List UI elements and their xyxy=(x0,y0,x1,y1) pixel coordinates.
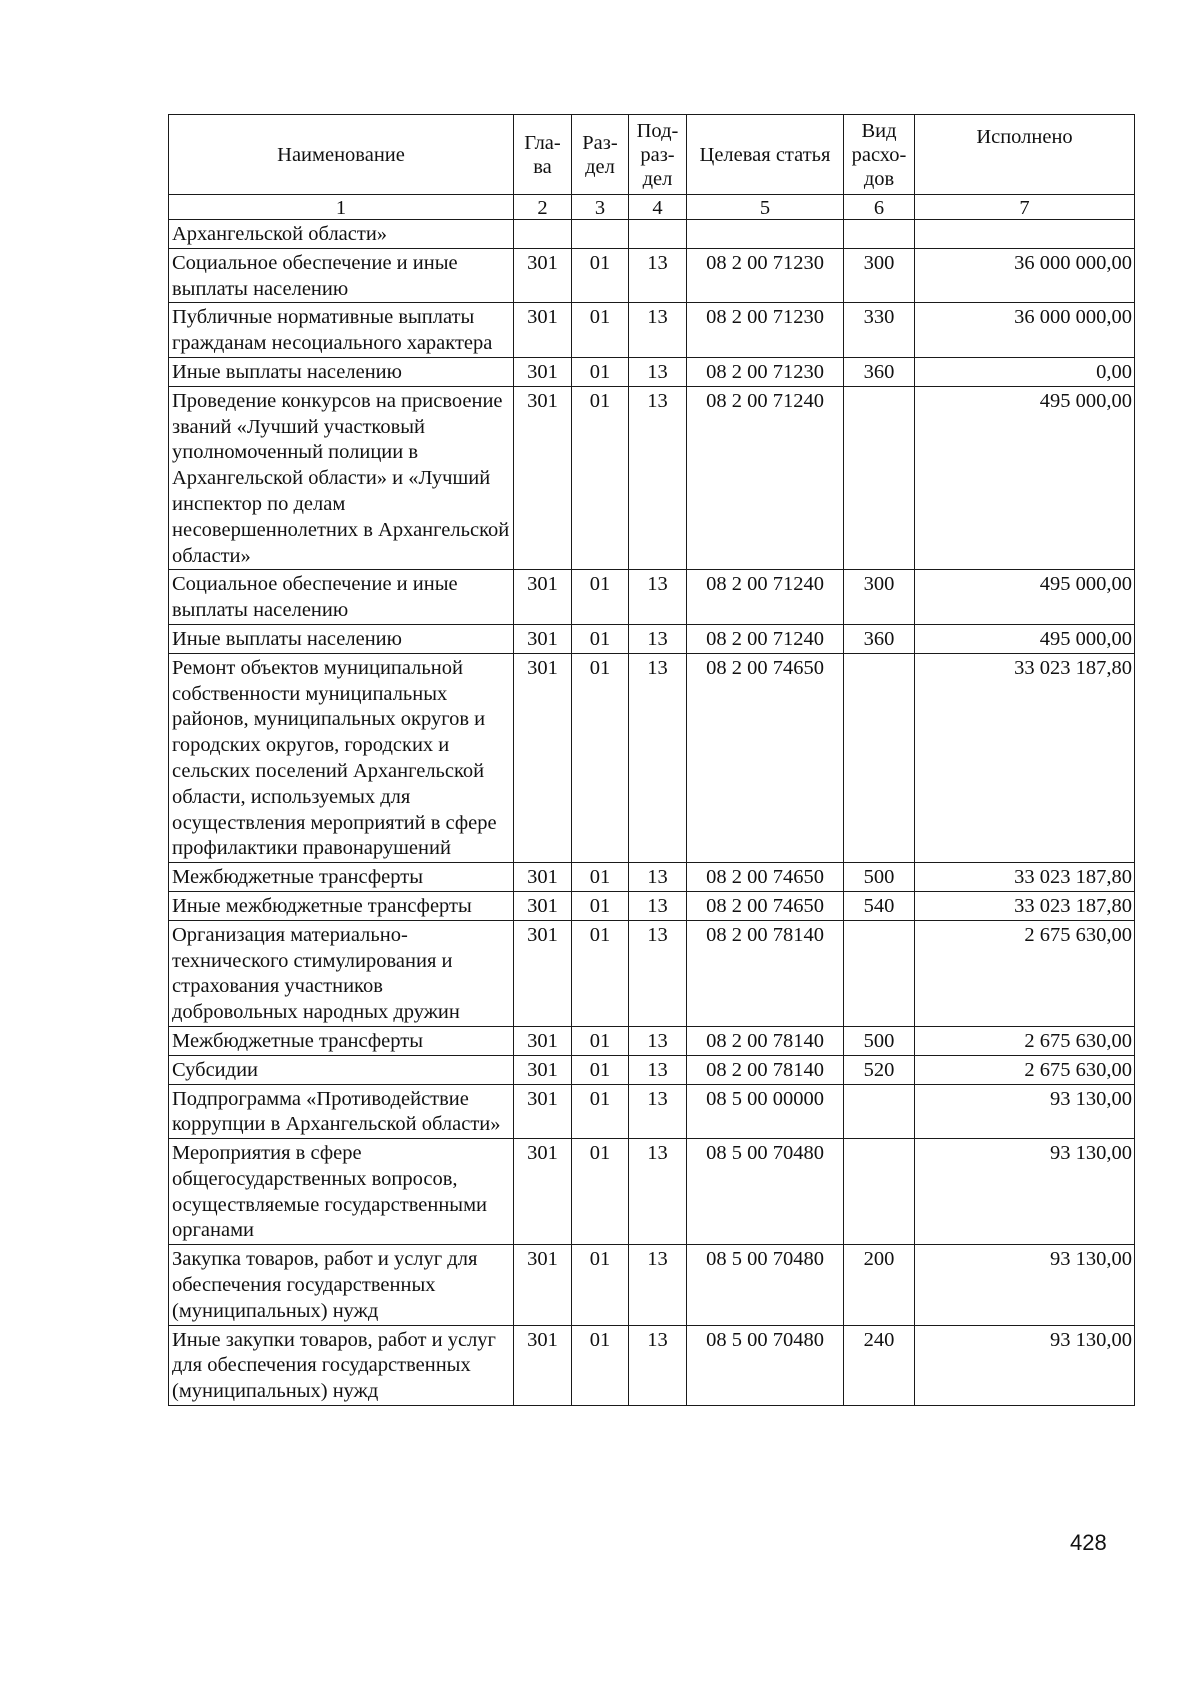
row-vid-raskhodov-cell: 360 xyxy=(844,624,915,653)
budget-execution-table xyxy=(168,114,1135,1406)
row-vid-raskhodov-cell: 300 xyxy=(844,248,915,303)
row-glava-cell: 301 xyxy=(514,303,572,358)
header-glava: Гла- ва xyxy=(514,115,572,195)
table-row xyxy=(169,1325,1135,1405)
row-vid-raskhodov-cell: 240 xyxy=(844,1325,915,1405)
table-row xyxy=(169,220,1135,249)
row-ispolneno-cell: 2 675 630,00 xyxy=(915,1026,1135,1055)
row-podrazdel-cell: 13 xyxy=(629,1055,687,1084)
row-glava-cell: 301 xyxy=(514,570,572,625)
row-vid-raskhodov-cell xyxy=(844,920,915,1026)
row-vid-raskhodov-cell xyxy=(844,386,915,570)
row-podrazdel-cell xyxy=(629,220,687,249)
row-podrazdel-cell: 13 xyxy=(629,570,687,625)
table-row xyxy=(169,863,1135,892)
row-podrazdel-cell: 13 xyxy=(629,920,687,1026)
row-tselevaya-statya-cell: 08 2 00 71230 xyxy=(687,248,844,303)
row-name-cell: Проведение конкурсов на присвоение званий «Лучший участковый уполномоченный полиции в Архангельской области» и «Лучший инспектор по делам несовершеннолетних в Архангельской области» xyxy=(169,386,514,570)
row-podrazdel-cell: 13 xyxy=(629,303,687,358)
row-razdel-cell: 01 xyxy=(572,624,629,653)
row-vid-raskhodov-cell: 520 xyxy=(844,1055,915,1084)
row-glava-cell: 301 xyxy=(514,891,572,920)
row-vid-raskhodov-cell: 300 xyxy=(844,570,915,625)
row-tselevaya-statya-cell: 08 5 00 70480 xyxy=(687,1245,844,1325)
row-vid-raskhodov-cell xyxy=(844,1139,915,1245)
row-tselevaya-statya-cell: 08 2 00 71240 xyxy=(687,570,844,625)
header-tselevaya-statya: Целевая статья xyxy=(687,115,844,195)
table-row xyxy=(169,920,1135,1026)
row-name-cell: Межбюджетные трансферты xyxy=(169,1026,514,1055)
row-ispolneno-cell xyxy=(915,220,1135,249)
table-body xyxy=(169,220,1135,1406)
table-row xyxy=(169,570,1135,625)
row-tselevaya-statya-cell: 08 2 00 74650 xyxy=(687,653,844,862)
column-number: 4 xyxy=(629,195,687,220)
row-tselevaya-statya-cell: 08 5 00 70480 xyxy=(687,1325,844,1405)
row-razdel-cell: 01 xyxy=(572,653,629,862)
row-glava-cell: 301 xyxy=(514,1245,572,1325)
row-ispolneno-cell: 93 130,00 xyxy=(915,1084,1135,1139)
row-glava-cell: 301 xyxy=(514,920,572,1026)
row-vid-raskhodov-cell: 540 xyxy=(844,891,915,920)
table-row xyxy=(169,1139,1135,1245)
row-razdel-cell: 01 xyxy=(572,1055,629,1084)
row-tselevaya-statya-cell: 08 2 00 71240 xyxy=(687,386,844,570)
row-tselevaya-statya-cell xyxy=(687,220,844,249)
row-podrazdel-cell: 13 xyxy=(629,891,687,920)
table-row xyxy=(169,1084,1135,1139)
row-glava-cell: 301 xyxy=(514,248,572,303)
row-razdel-cell: 01 xyxy=(572,1325,629,1405)
row-vid-raskhodov-cell: 200 xyxy=(844,1245,915,1325)
row-name-cell: Организация материально-технического стимулирования и страхования участников добровольных народных дружин xyxy=(169,920,514,1026)
row-ispolneno-cell: 93 130,00 xyxy=(915,1325,1135,1405)
table-row xyxy=(169,653,1135,862)
table-row xyxy=(169,248,1135,303)
row-podrazdel-cell: 13 xyxy=(629,1084,687,1139)
row-tselevaya-statya-cell: 08 2 00 71230 xyxy=(687,357,844,386)
row-name-cell: Субсидии xyxy=(169,1055,514,1084)
row-glava-cell: 301 xyxy=(514,386,572,570)
row-podrazdel-cell: 13 xyxy=(629,624,687,653)
row-name-cell: Подпрограмма «Противодействие коррупции в Архангельской области» xyxy=(169,1084,514,1139)
row-podrazdel-cell: 13 xyxy=(629,357,687,386)
row-name-cell: Архангельской области» xyxy=(169,220,514,249)
row-tselevaya-statya-cell: 08 2 00 78140 xyxy=(687,1026,844,1055)
row-razdel-cell: 01 xyxy=(572,1084,629,1139)
row-vid-raskhodov-cell: 500 xyxy=(844,863,915,892)
row-ispolneno-cell: 2 675 630,00 xyxy=(915,1055,1135,1084)
row-glava-cell: 301 xyxy=(514,1325,572,1405)
row-name-cell: Иные закупки товаров, работ и услуг для обеспечения государственных (муниципальных) нужд xyxy=(169,1325,514,1405)
row-razdel-cell: 01 xyxy=(572,1139,629,1245)
row-podrazdel-cell: 13 xyxy=(629,863,687,892)
row-vid-raskhodov-cell xyxy=(844,1084,915,1139)
row-ispolneno-cell: 33 023 187,80 xyxy=(915,863,1135,892)
row-vid-raskhodov-cell xyxy=(844,220,915,249)
table-row xyxy=(169,1055,1135,1084)
table-row xyxy=(169,386,1135,570)
row-name-cell: Публичные нормативные выплаты гражданам несоциального характера xyxy=(169,303,514,358)
row-tselevaya-statya-cell: 08 2 00 71230 xyxy=(687,303,844,358)
row-glava-cell: 301 xyxy=(514,863,572,892)
row-vid-raskhodov-cell xyxy=(844,653,915,862)
row-name-cell: Социальное обеспечение и иные выплаты населению xyxy=(169,248,514,303)
row-razdel-cell: 01 xyxy=(572,357,629,386)
header-podrazdel: Под- раз- дел xyxy=(629,115,687,195)
row-razdel-cell: 01 xyxy=(572,891,629,920)
header-ispolneno: Исполнено xyxy=(915,115,1135,195)
row-vid-raskhodov-cell: 360 xyxy=(844,357,915,386)
row-name-cell: Социальное обеспечение и иные выплаты населению xyxy=(169,570,514,625)
row-podrazdel-cell: 13 xyxy=(629,1026,687,1055)
row-name-cell: Закупка товаров, работ и услуг для обеспечения государственных (муниципальных) нужд xyxy=(169,1245,514,1325)
row-podrazdel-cell: 13 xyxy=(629,248,687,303)
row-ispolneno-cell: 33 023 187,80 xyxy=(915,891,1135,920)
table-header-row xyxy=(169,115,1135,195)
row-razdel-cell: 01 xyxy=(572,303,629,358)
row-name-cell: Мероприятия в сфере общегосударственных вопросов, осуществляемые государственными органами xyxy=(169,1139,514,1245)
column-number: 1 xyxy=(169,195,514,220)
row-name-cell: Межбюджетные трансферты xyxy=(169,863,514,892)
table-row xyxy=(169,303,1135,358)
row-podrazdel-cell: 13 xyxy=(629,386,687,570)
row-tselevaya-statya-cell: 08 2 00 74650 xyxy=(687,863,844,892)
row-tselevaya-statya-cell: 08 2 00 78140 xyxy=(687,1055,844,1084)
row-glava-cell: 301 xyxy=(514,624,572,653)
row-razdel-cell: 01 xyxy=(572,1245,629,1325)
row-ispolneno-cell: 33 023 187,80 xyxy=(915,653,1135,862)
column-number: 7 xyxy=(915,195,1135,220)
row-glava-cell xyxy=(514,220,572,249)
row-tselevaya-statya-cell: 08 2 00 71240 xyxy=(687,624,844,653)
row-tselevaya-statya-cell: 08 5 00 00000 xyxy=(687,1084,844,1139)
row-glava-cell: 301 xyxy=(514,1084,572,1139)
row-razdel-cell: 01 xyxy=(572,248,629,303)
header-name: Наименование xyxy=(169,115,514,195)
table-row xyxy=(169,1245,1135,1325)
table-row xyxy=(169,357,1135,386)
row-glava-cell: 301 xyxy=(514,1026,572,1055)
row-name-cell: Ремонт объектов муниципальной собственности муниципальных районов, муниципальных округов и городских округов, городских и сельских поселений Архангельской области, используемых для осуществления мероприятий в сфере профилактики правонарушений xyxy=(169,653,514,862)
row-ispolneno-cell: 0,00 xyxy=(915,357,1135,386)
header-razdel: Раз- дел xyxy=(572,115,629,195)
table-row xyxy=(169,1026,1135,1055)
row-ispolneno-cell: 2 675 630,00 xyxy=(915,920,1135,1026)
row-razdel-cell: 01 xyxy=(572,1026,629,1055)
row-razdel-cell: 01 xyxy=(572,386,629,570)
column-number: 3 xyxy=(572,195,629,220)
row-glava-cell: 301 xyxy=(514,1139,572,1245)
table-row xyxy=(169,891,1135,920)
row-ispolneno-cell: 93 130,00 xyxy=(915,1139,1135,1245)
row-vid-raskhodov-cell: 330 xyxy=(844,303,915,358)
row-ispolneno-cell: 495 000,00 xyxy=(915,386,1135,570)
row-razdel-cell: 01 xyxy=(572,570,629,625)
row-tselevaya-statya-cell: 08 2 00 78140 xyxy=(687,920,844,1026)
row-podrazdel-cell: 13 xyxy=(629,1245,687,1325)
row-ispolneno-cell: 36 000 000,00 xyxy=(915,248,1135,303)
row-podrazdel-cell: 13 xyxy=(629,1325,687,1405)
table-row xyxy=(169,624,1135,653)
row-glava-cell: 301 xyxy=(514,1055,572,1084)
row-tselevaya-statya-cell: 08 5 00 70480 xyxy=(687,1139,844,1245)
page-number: 428 xyxy=(1070,1530,1107,1555)
row-glava-cell: 301 xyxy=(514,653,572,862)
row-ispolneno-cell: 495 000,00 xyxy=(915,624,1135,653)
column-number: 5 xyxy=(687,195,844,220)
header-vid-raskhodov: Вид расхо- дов xyxy=(844,115,915,195)
column-number: 6 xyxy=(844,195,915,220)
row-name-cell: Иные выплаты населению xyxy=(169,357,514,386)
row-vid-raskhodov-cell: 500 xyxy=(844,1026,915,1055)
row-tselevaya-statya-cell: 08 2 00 74650 xyxy=(687,891,844,920)
row-name-cell: Иные межбюджетные трансферты xyxy=(169,891,514,920)
row-name-cell: Иные выплаты населению xyxy=(169,624,514,653)
row-ispolneno-cell: 495 000,00 xyxy=(915,570,1135,625)
row-razdel-cell: 01 xyxy=(572,863,629,892)
row-podrazdel-cell: 13 xyxy=(629,653,687,862)
column-number: 2 xyxy=(514,195,572,220)
column-number-row xyxy=(169,195,1135,220)
row-razdel-cell xyxy=(572,220,629,249)
row-razdel-cell: 01 xyxy=(572,920,629,1026)
row-podrazdel-cell: 13 xyxy=(629,1139,687,1245)
row-ispolneno-cell: 36 000 000,00 xyxy=(915,303,1135,358)
row-glava-cell: 301 xyxy=(514,357,572,386)
row-ispolneno-cell: 93 130,00 xyxy=(915,1245,1135,1325)
